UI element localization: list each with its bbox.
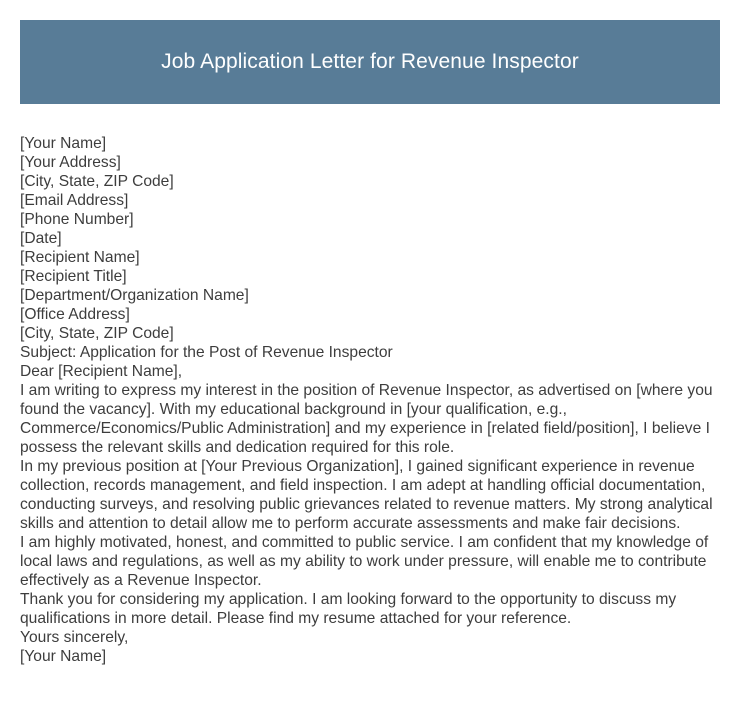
sender-city: [City, State, ZIP Code] [20,173,174,190]
signature-name: [Your Name] [20,648,107,665]
sender-name: [Your Name] [20,135,107,152]
recipient-city: [City, State, ZIP Code] [20,325,174,342]
page-title: Job Application Letter for Revenue Inspector [161,50,579,73]
sender-phone: [Phone Number] [20,211,134,228]
letter-paragraph-qualities: I am highly motivated, honest, and committed to public service. I am confident that my knowledge of local laws and regulations, as well as my ability to work under pressure, will enable me to contribute effectively as a Revenue Inspector. [20,534,709,589]
letter-salutation: Dear [Recipient Name], [20,363,183,380]
recipient-office: [Office Address] [20,306,130,323]
recipient-title: [Recipient Title] [20,268,127,285]
letter-subject: Subject: Application for the Post of Revenue Inspector [20,344,393,361]
recipient-name: [Recipient Name] [20,249,140,266]
letter-paragraph-intro: I am writing to express my interest in the position of Revenue Inspector, as advertised on [where you found the vacancy]. With my educational background in [your qualification, e.g., Commerce/Economics/Public Administration] and my experience in [related field/position], I believe I possess the relevant skills and dedication required for this role. [20,382,713,456]
letter-paragraph-thanks: Thank you for considering my application. I am looking forward to the opportunity to discuss my qualifications in more detail. Please find my resume attached for your reference. [20,591,677,627]
letter-closing: Yours sincerely, [20,629,129,646]
letter-paragraph-experience: In my previous position at [Your Previous Organization], I gained significant experience in revenue collection, records management, and field inspection. I am adept at handling official documentation, conducting surveys, and resolving public grievances related to revenue matters. My strong analytical skills and attention to detail allow me to perform accurate assessments and make fair decisions. [20,458,713,532]
sender-address: [Your Address] [20,154,121,171]
letter-body [20,134,720,666]
sender-email: [Email Address] [20,192,129,209]
header-banner [20,20,720,104]
letter-date: [Date] [20,230,62,247]
recipient-department: [Department/Organization Name] [20,287,249,304]
